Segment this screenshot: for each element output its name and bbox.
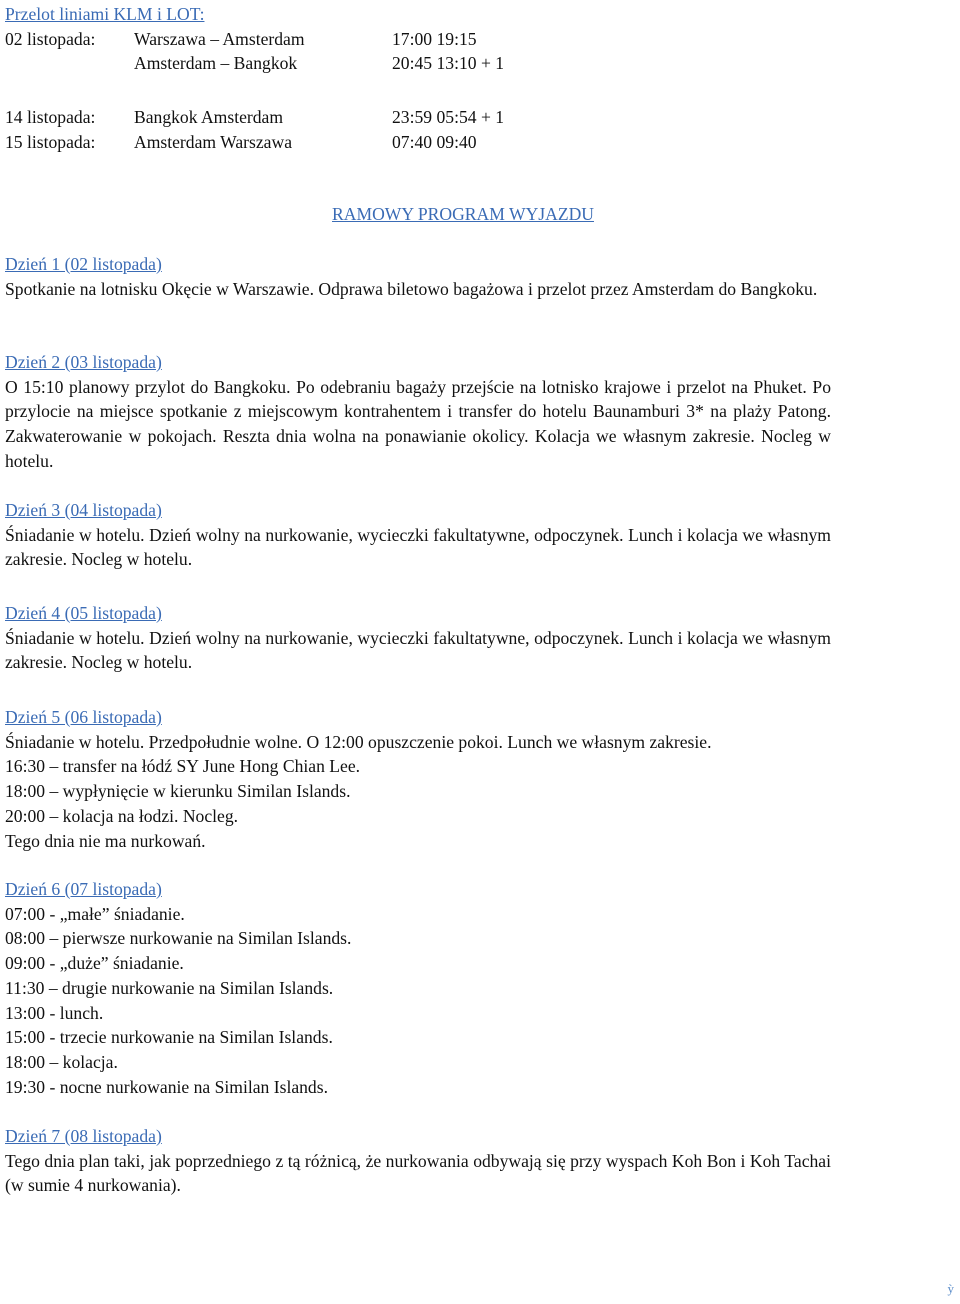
schedule-line: 09:00 - „duże” śniadanie. [5, 953, 184, 974]
schedule-line: 20:00 – kolacja na łodzi. Nocleg. [5, 805, 239, 826]
schedule-line: 18:00 – kolacja. [5, 1051, 118, 1072]
day-heading: Dzień 5 (06 listopada) [5, 707, 162, 727]
schedule-line: 11:30 – drugie nurkowanie na Similan Islands. [5, 977, 334, 998]
flight-times: 07:40 09:40 [392, 132, 477, 152]
flight-route: Warszawa – Amsterdam [134, 29, 305, 49]
day-heading: Dzień 4 (05 listopada) [5, 603, 162, 623]
flight-date: 02 listopada: [5, 29, 96, 49]
day-section [5, 1124, 831, 1198]
day-description: Tego dnia plan taki, jak poprzedniego z tą różnicą, że nurkowania odbywają się przy wyspach Koh Bon i Koh Tachai (w sumie 4 nurkowania). [5, 1150, 831, 1196]
schedule-line: Tego dnia nie ma nurkowań. [5, 830, 206, 851]
schedule-line: 16:30 – transfer na łódź SY June Hong Chian Lee. [5, 756, 361, 777]
day-section [5, 498, 831, 572]
flights-heading: Przelot liniami KLM i LOT: [5, 4, 205, 24]
flight-row [5, 130, 831, 155]
flight-route: Bangkok Amsterdam [134, 107, 284, 127]
day-heading: Dzień 1 (02 listopada) [5, 254, 162, 274]
day-heading: Dzień 7 (08 listopada) [5, 1126, 162, 1146]
flight-date: 15 listopada: [5, 132, 96, 152]
flight-times: 23:59 05:54 + 1 [392, 107, 505, 127]
flight-date: 14 listopada: [5, 107, 96, 127]
program-title: RAMOWY PROGRAM WYJAZDU [332, 204, 594, 224]
day-section [5, 252, 831, 301]
day-description: Spotkanie na lotnisku Okęcie w Warszawie. Odprawa biletowo bagażowa i przelot przez Amsterdam do Bangkoku. [5, 278, 818, 299]
schedule-line: 19:30 - nocne nurkowanie na Similan Islands. [5, 1076, 328, 1097]
day-section [5, 350, 831, 474]
corner-mark: ỳ [947, 1281, 954, 1297]
flight-route: Amsterdam Warszawa [134, 132, 293, 152]
schedule-line: 08:00 – pierwsze nurkowanie na Similan Islands. [5, 928, 352, 949]
day-description: Śniadanie w hotelu. Dzień wolny na nurkowanie, wycieczki fakultatywne, odpoczynek. Lunch i kolacja we własnym zakresie. Nocleg w hotelu. [5, 524, 831, 570]
day-heading: Dzień 3 (04 listopada) [5, 500, 162, 520]
flight-times: 20:45 13:10 + 1 [392, 53, 505, 73]
day-section [5, 705, 831, 853]
day-section [5, 601, 831, 675]
day-heading: Dzień 2 (03 listopada) [5, 352, 162, 372]
day-description: O 15:10 planowy przylot do Bangkoku. Po odebraniu bagaży przejście na lotnisko krajowe i przelot na Phuket. Po przylocie na miejsce spotkanie z miejscowym kontrahentem i transfer do hotelu Baunamburi 3* na plaży Patong. Zakwaterowanie w pokojach. Reszta dnia wolna na ponawianie okolicy. Kolacja we własnym zakresie. Nocleg w hotelu. [5, 376, 831, 471]
flight-row [5, 51, 831, 76]
schedule-line: 13:00 - lunch. [5, 1002, 104, 1023]
flight-row [5, 27, 831, 52]
day-section [5, 877, 831, 1099]
schedule-line: Śniadanie w hotelu. Przedpołudnie wolne. O 12:00 opuszczenie pokoi. Lunch we własnym zakresie. [5, 731, 712, 752]
flight-row [5, 105, 831, 130]
day-heading: Dzień 6 (07 listopada) [5, 879, 162, 899]
schedule-line: 15:00 - trzecie nurkowanie na Similan Islands. [5, 1027, 333, 1048]
flight-route: Amsterdam – Bangkok [134, 53, 298, 73]
schedule-line: 07:00 - „małe” śniadanie. [5, 903, 185, 924]
schedule-line: 18:00 – wypłynięcie w kierunku Similan Islands. [5, 781, 351, 802]
day-description: Śniadanie w hotelu. Dzień wolny na nurkowanie, wycieczki fakultatywne, odpoczynek. Lunch i kolacja we własnym zakresie. Nocleg w hotelu. [5, 627, 831, 673]
flight-times: 17:00 19:15 [392, 29, 477, 49]
